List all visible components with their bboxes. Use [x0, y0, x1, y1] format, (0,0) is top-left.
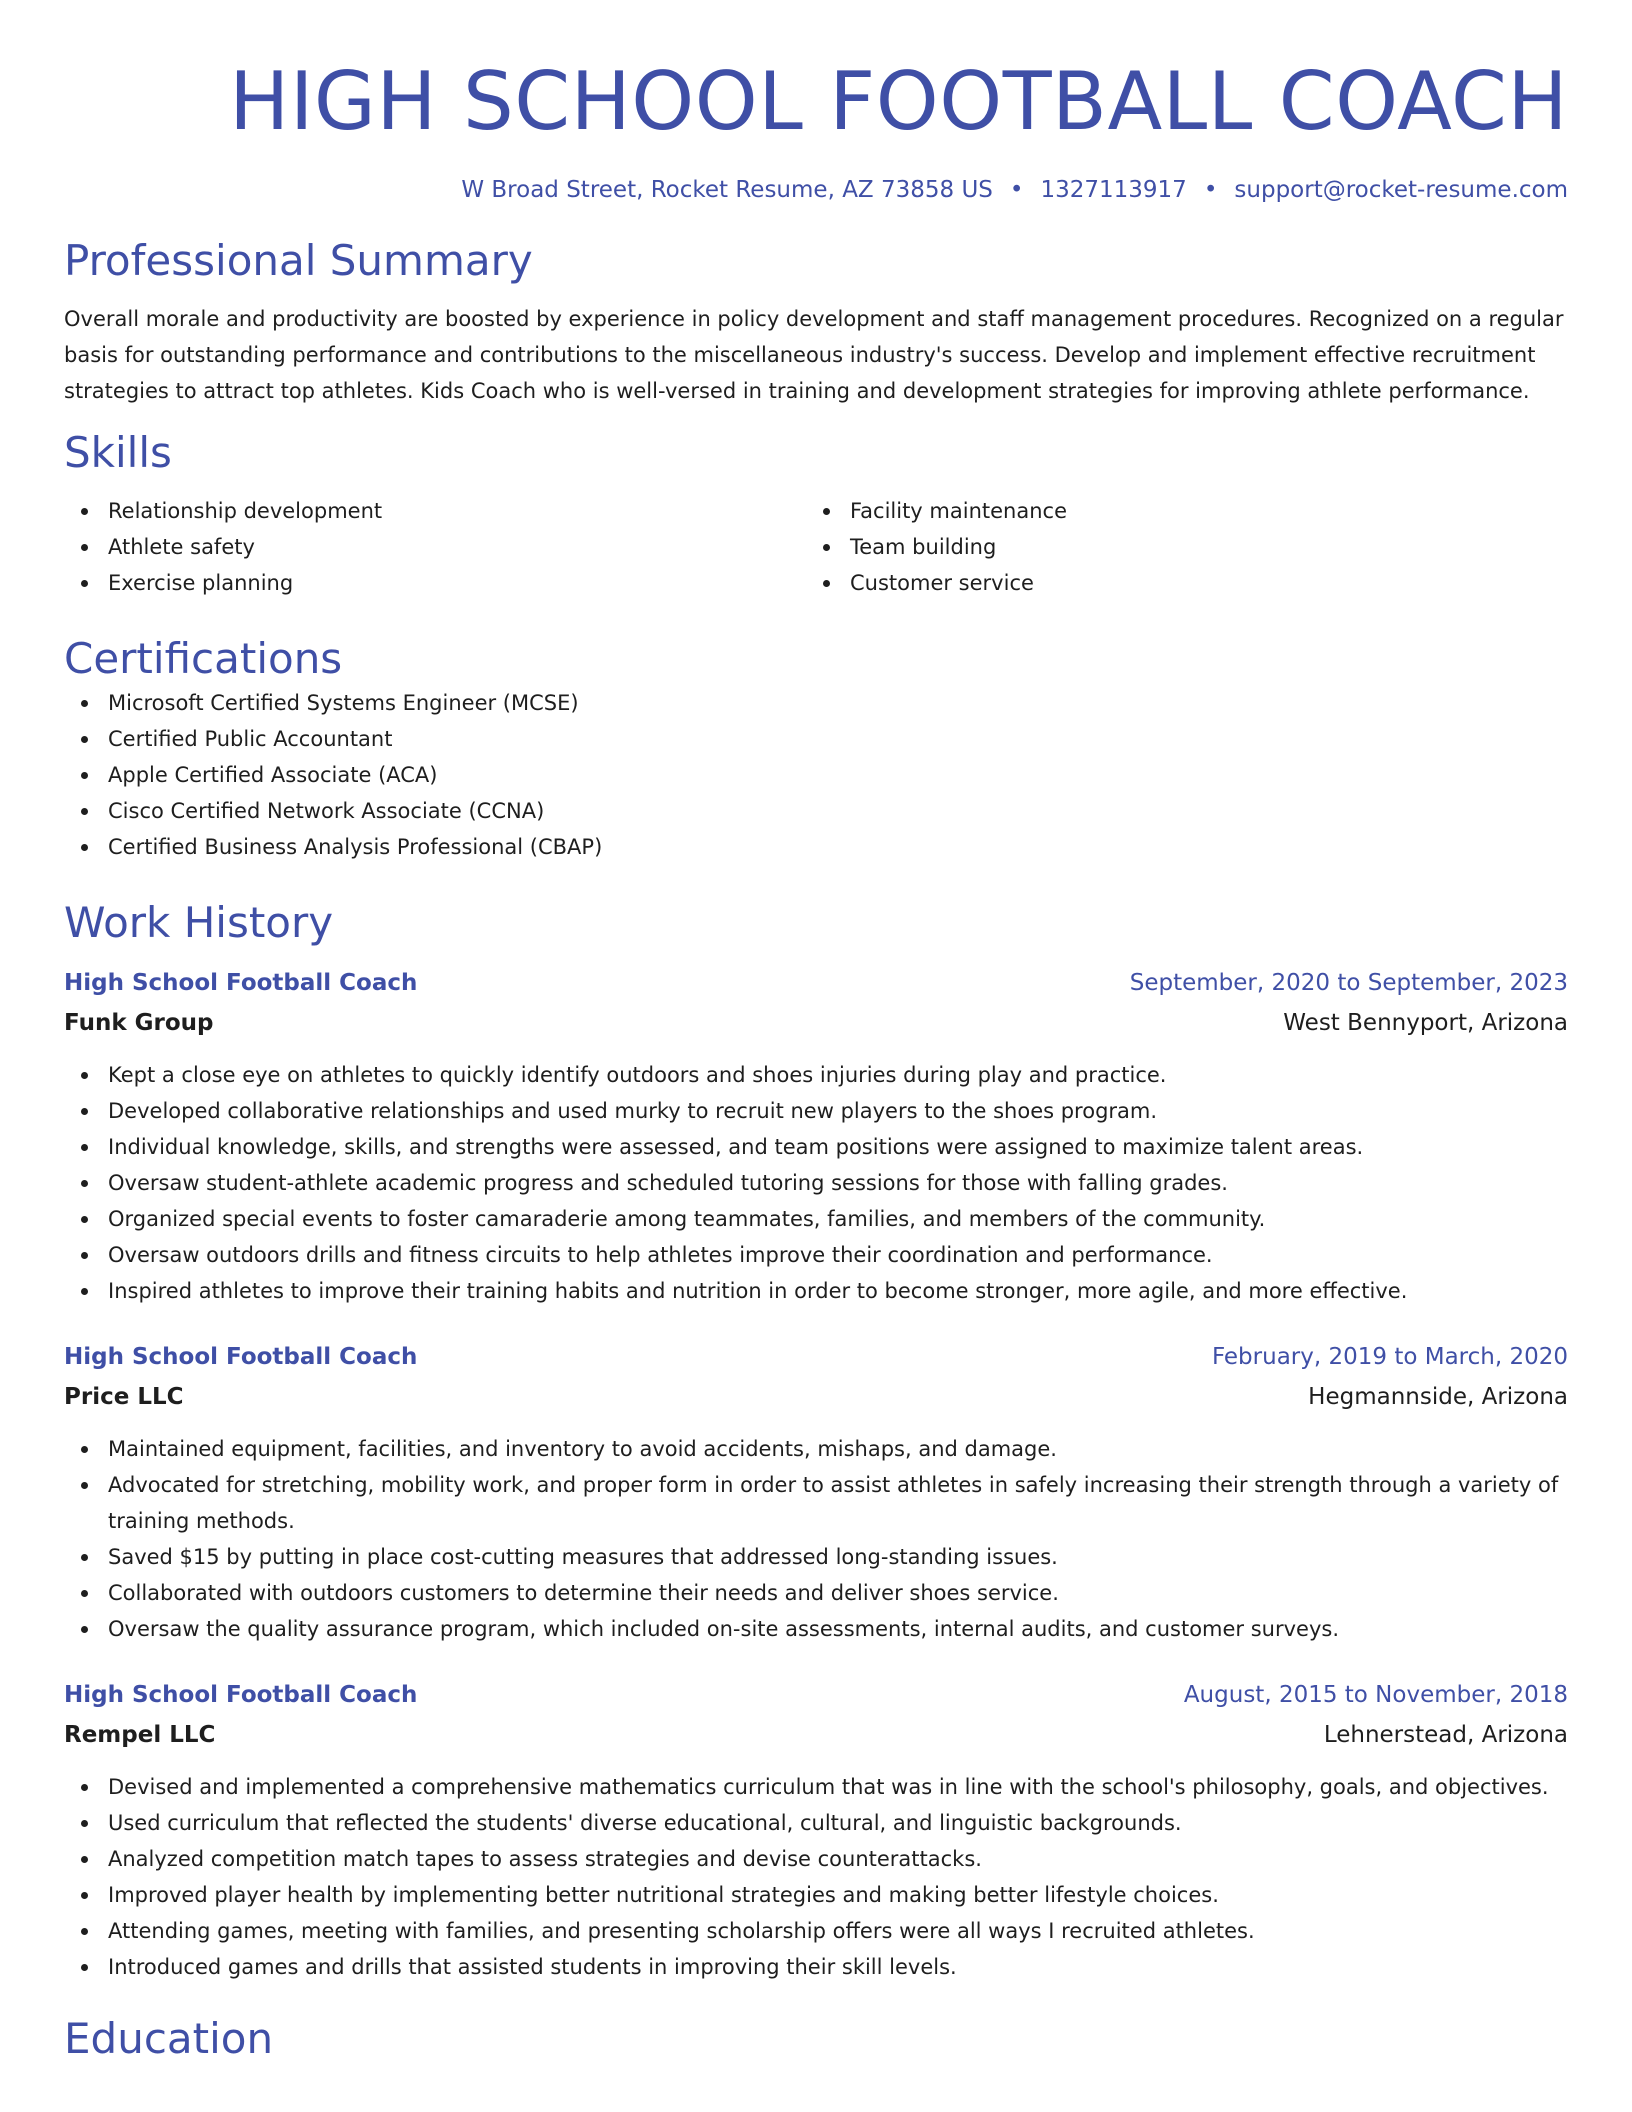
- job-company-row: [64, 1377, 1568, 1417]
- skill-item: Athlete safety: [64, 529, 806, 565]
- certifications-heading: Certifications: [64, 634, 343, 683]
- job-location: Hegmannside, Arizona: [1308, 1384, 1568, 1410]
- job-location: West Bennyport, Arizona: [1283, 1010, 1568, 1036]
- job-header-row: [64, 1675, 1568, 1715]
- job-entry: [64, 1675, 1568, 1985]
- job-company-row: [64, 1003, 1568, 1043]
- job-bullet: Developed collaborative relationships and used murky to recruit new players to the shoes program.: [64, 1093, 1568, 1129]
- certification-item: Certified Business Analysis Professional (CBAP): [64, 829, 1568, 865]
- job-header-row: [64, 963, 1568, 1003]
- skill-item: Team building: [806, 529, 1548, 565]
- job-company: Rempel LLC: [64, 1722, 216, 1748]
- certification-item: Apple Certified Associate (ACA): [64, 757, 1568, 793]
- job-bullet: Maintained equipment, facilities, and inventory to avoid accidents, mishaps, and damage.: [64, 1431, 1568, 1467]
- contact-line: [64, 173, 1568, 207]
- job-bullet: Organized special events to foster camaraderie among teammates, families, and members of the community.: [64, 1201, 1568, 1237]
- certification-item: Cisco Certified Network Associate (CCNA): [64, 793, 1568, 829]
- job-bullets: [64, 1057, 1568, 1309]
- contact-email: support@rocket-resume.com: [1234, 177, 1568, 203]
- skills-column-left: [64, 493, 806, 601]
- summary-text: Overall morale and productivity are boosted by experience in policy development and staff management procedures. Recognized on a regular basis for outstanding performance and contributions to the miscellaneous industry's success. Develop and implement effective recruitment strategies to attract top athletes. Kids Coach who is well-versed in training and development strategies for improving athlete performance.: [64, 307, 1564, 403]
- job-bullet: Analyzed competition match tapes to assess strategies and devise counterattacks.: [64, 1841, 1568, 1877]
- job-company: Price LLC: [64, 1384, 184, 1410]
- job-bullet: Inspired athletes to improve their training habits and nutrition in order to become stronger, more agile, and more effective.: [64, 1273, 1568, 1309]
- job-bullet: Devised and implemented a comprehensive mathematics curriculum that was in line with the school's philosophy, goals, and objectives.: [64, 1769, 1568, 1805]
- job-bullet: Introduced games and drills that assisted students in improving their skill levels.: [64, 1949, 1568, 1985]
- job-bullet: Attending games, meeting with families, and presenting scholarship offers were all ways I recruited athletes.: [64, 1913, 1568, 1949]
- job-dates: August, 2015 to November, 2018: [1183, 1682, 1568, 1708]
- job-company-row: [64, 1715, 1568, 1755]
- job-entry: [64, 1337, 1568, 1647]
- job-bullet: Used curriculum that reflected the students' diverse educational, cultural, and linguistic backgrounds.: [64, 1805, 1568, 1841]
- skills-column-right: [806, 493, 1548, 601]
- summary-heading: Professional Summary: [64, 236, 533, 285]
- certification-item: Certified Public Accountant: [64, 721, 1568, 757]
- job-bullets: [64, 1431, 1568, 1647]
- job-bullet: Kept a close eye on athletes to quickly identify outdoors and shoes injuries during play and practice.: [64, 1057, 1568, 1093]
- job-dates: September, 2020 to September, 2023: [1129, 970, 1568, 996]
- job-bullet: Collaborated with outdoors customers to determine their needs and deliver shoes service.: [64, 1575, 1568, 1611]
- contact-separator: •: [1009, 177, 1024, 203]
- resume-name: HIGH SCHOOL FOOTBALL COACH: [229, 55, 1568, 148]
- skill-item: Customer service: [806, 565, 1548, 601]
- job-company: Funk Group: [64, 1010, 214, 1036]
- skill-item: Facility maintenance: [806, 493, 1548, 529]
- certification-item: Microsoft Certified Systems Engineer (MCSE): [64, 685, 1568, 721]
- job-entry: [64, 963, 1568, 1309]
- job-location: Lehnerstead, Arizona: [1323, 1722, 1568, 1748]
- certifications-list: [64, 685, 1568, 865]
- job-title: High School Football Coach: [64, 1682, 418, 1708]
- skills-list-right: [806, 493, 1548, 601]
- skills-heading: Skills: [64, 428, 172, 477]
- job-dates: February, 2019 to March, 2020: [1211, 1344, 1568, 1370]
- resume-page: [64, 0, 1568, 2065]
- skill-item: Exercise planning: [64, 565, 806, 601]
- skills-columns: [64, 493, 1568, 601]
- job-bullet: Advocated for stretching, mobility work, and proper form in order to assist athletes in safely increasing their strength through a variety of training methods.: [64, 1467, 1568, 1539]
- job-header-row: [64, 1337, 1568, 1377]
- job-title: High School Football Coach: [64, 1344, 418, 1370]
- job-bullet: Saved $15 by putting in place cost-cutting measures that addressed long-standing issues.: [64, 1539, 1568, 1575]
- education-heading: Education: [64, 2014, 274, 2063]
- skill-item: Relationship development: [64, 493, 806, 529]
- job-bullet: Oversaw the quality assurance program, which included on-site assessments, internal audits, and customer surveys.: [64, 1611, 1568, 1647]
- job-bullet: Oversaw student-athlete academic progress and scheduled tutoring sessions for those with falling grades.: [64, 1165, 1568, 1201]
- skills-list-left: [64, 493, 806, 601]
- job-title: High School Football Coach: [64, 970, 418, 996]
- contact-address: W Broad Street, Rocket Resume, AZ 73858 US: [461, 177, 993, 203]
- job-bullets: [64, 1769, 1568, 1985]
- contact-phone: 1327113917: [1040, 177, 1187, 203]
- contact-separator: •: [1203, 177, 1218, 203]
- job-bullet: Individual knowledge, skills, and strengths were assessed, and team positions were assigned to maximize talent areas.: [64, 1129, 1568, 1165]
- job-bullet: Improved player health by implementing better nutritional strategies and making better lifestyle choices.: [64, 1877, 1568, 1913]
- job-bullet: Oversaw outdoors drills and fitness circuits to help athletes improve their coordination and performance.: [64, 1237, 1568, 1273]
- work-history-heading: Work History: [64, 898, 334, 947]
